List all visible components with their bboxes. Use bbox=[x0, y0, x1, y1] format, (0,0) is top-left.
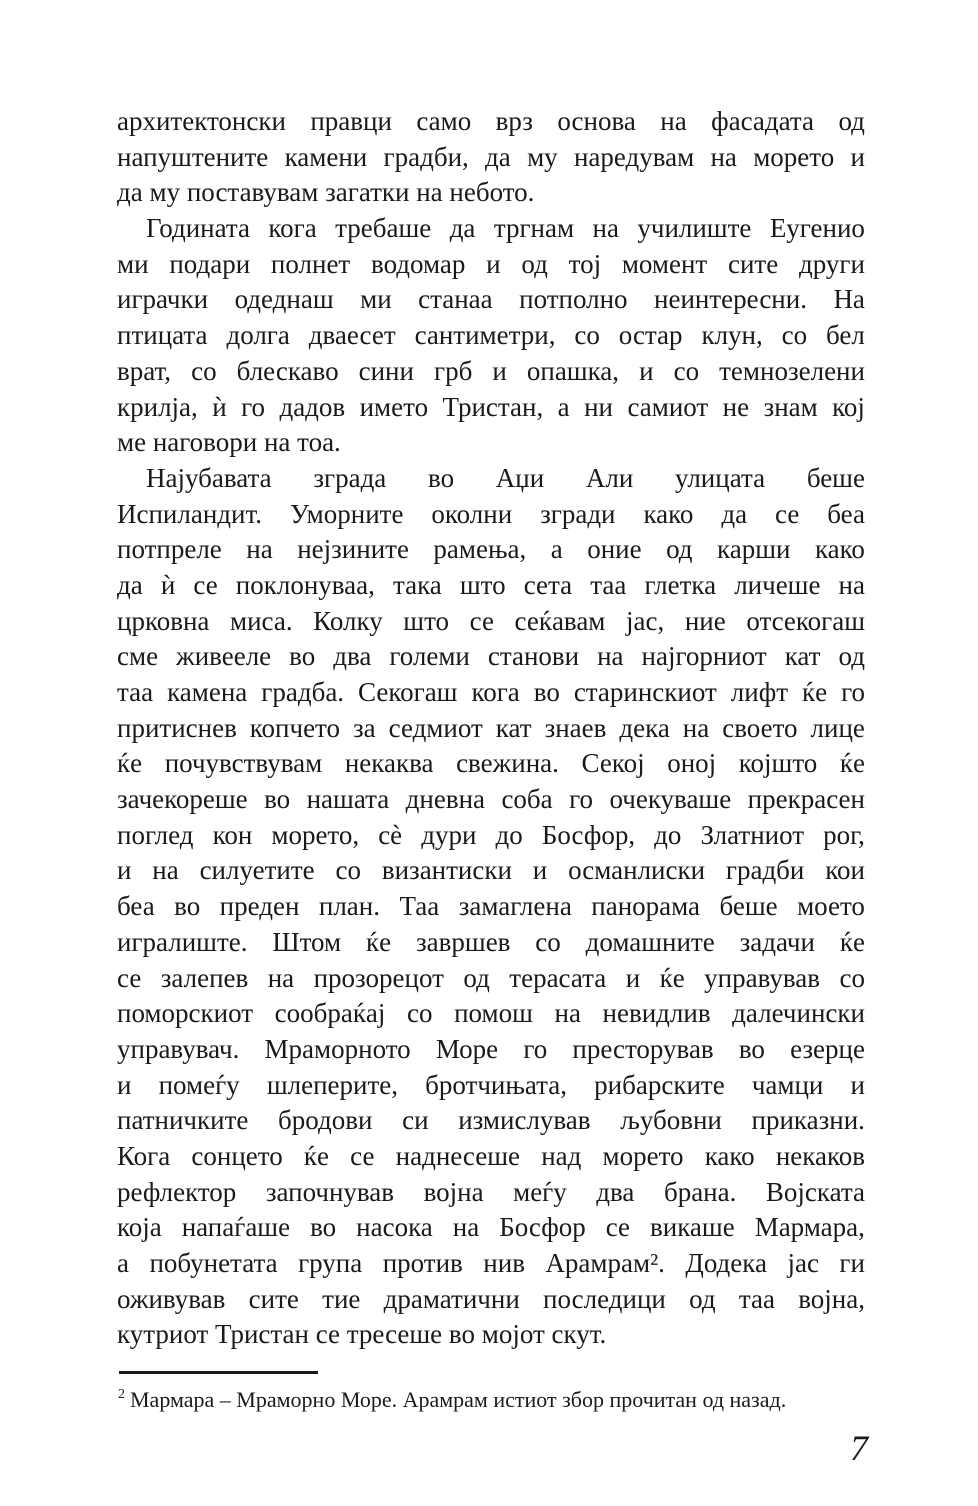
text-line: игралиште. Штом ќе завршев со домашните задачи ќе bbox=[117, 926, 865, 957]
text-block bbox=[117, 104, 865, 1353]
text-line: поглед кон морето, сè дури до Босфор, до Златниот рог, bbox=[117, 819, 865, 850]
text-line: ми подари полнет водомар и од тој момент сите други bbox=[117, 248, 865, 279]
text-line: управувач. Мраморното Море го престорував во езерце bbox=[117, 1033, 865, 1064]
text-line: ќе почувствувам некаква свежина. Секој оној којшто ќе bbox=[117, 748, 865, 779]
paragraph bbox=[117, 211, 865, 461]
text-line: сме живееле во два големи станови на најгорниот кат од bbox=[117, 641, 865, 672]
text-line: зачекореше во нашата дневна соба го очекуваше прекрасен bbox=[117, 784, 865, 815]
text-line: беа во преден план. Таа замаглена панорама беше моето bbox=[117, 891, 865, 922]
footnote bbox=[118, 1386, 866, 1414]
text-line: рефлектор започнував војна меѓу два брана. Војската bbox=[117, 1176, 865, 1207]
text-line: притиснев копчето за седмиот кат знаев дека на своето лице bbox=[117, 712, 865, 743]
text-line: црковна миса. Колку што се сеќавам јас, ние отсекогаш bbox=[117, 605, 865, 636]
text-line: врат, со блескаво сини грб и опашка, и со темнозелени bbox=[117, 355, 865, 386]
text-line: потпреле на нејзините рамења, а оние од карши како bbox=[117, 534, 865, 565]
text-line: птицата долга дваесет сантиметри, со остар клун, со бел bbox=[117, 320, 865, 351]
text-line: која напаѓаше во насока на Босфор се викаше Мармара, bbox=[117, 1212, 865, 1243]
text-line: напуштените камени градби, да му наредувам на морето и bbox=[117, 141, 865, 172]
text-line: се залепев на прозорецот од терасата и ќе управував со bbox=[117, 962, 865, 993]
text-line: архитектонски правци само врз основа на фасадата од bbox=[117, 106, 865, 136]
text-line: а побунетата група против нив Арамрам². Додека јас ги bbox=[117, 1248, 865, 1278]
text-line: да му поставувам загатки на небото. bbox=[117, 177, 535, 208]
page-number: 7 bbox=[850, 1428, 868, 1468]
text-line: таа камена градба. Секогаш кога во старинскиот лифт ќе го bbox=[117, 677, 865, 707]
text-line: Најубавата зграда во Аџи Али улицата беше bbox=[146, 462, 865, 493]
text-line: оживував сите тие драматични последици од таа војна, bbox=[117, 1283, 865, 1314]
text-line: ме наговори на тоа. bbox=[117, 427, 341, 458]
footnote-text: Мармара – Мраморно Море. Арамрам истиот збор прочитан од назад. bbox=[130, 1387, 787, 1412]
text-line: и помеѓу шлеперите, бротчињата, рибарските чамци и bbox=[117, 1069, 865, 1100]
paragraph bbox=[117, 461, 865, 1353]
footnote-marker: 2 bbox=[118, 1386, 125, 1402]
text-line: патничките бродови си измислував љубовни приказни. bbox=[117, 1105, 865, 1136]
text-line: Годината кога требаше да тргнам на училиште Еугенио bbox=[146, 213, 865, 244]
text-line: да ѝ се поклонуваа, така што сета таа глетка личеше на bbox=[117, 569, 865, 600]
paragraph bbox=[117, 104, 865, 211]
text-line: поморскиот сообраќај со помош на невидлив далечински bbox=[117, 998, 865, 1029]
text-line: Кога сонцето ќе се наднесеше над морето како некаков bbox=[117, 1140, 865, 1171]
text-line: Испиландит. Уморните околни згради како да се беа bbox=[117, 498, 865, 529]
text-line: и на силуетите со византиски и османлиски градби кои bbox=[117, 855, 865, 886]
text-line: играчки одеднаш ми станаа потполно неинтересни. На bbox=[117, 284, 865, 315]
text-line: крилја, ѝ го дадов името Тристан, а ни самиот не знам кој bbox=[117, 391, 865, 422]
text-line: кутриот Тристан се тресеше во мојот скут. bbox=[117, 1319, 607, 1350]
footnote-rule bbox=[119, 1371, 318, 1374]
